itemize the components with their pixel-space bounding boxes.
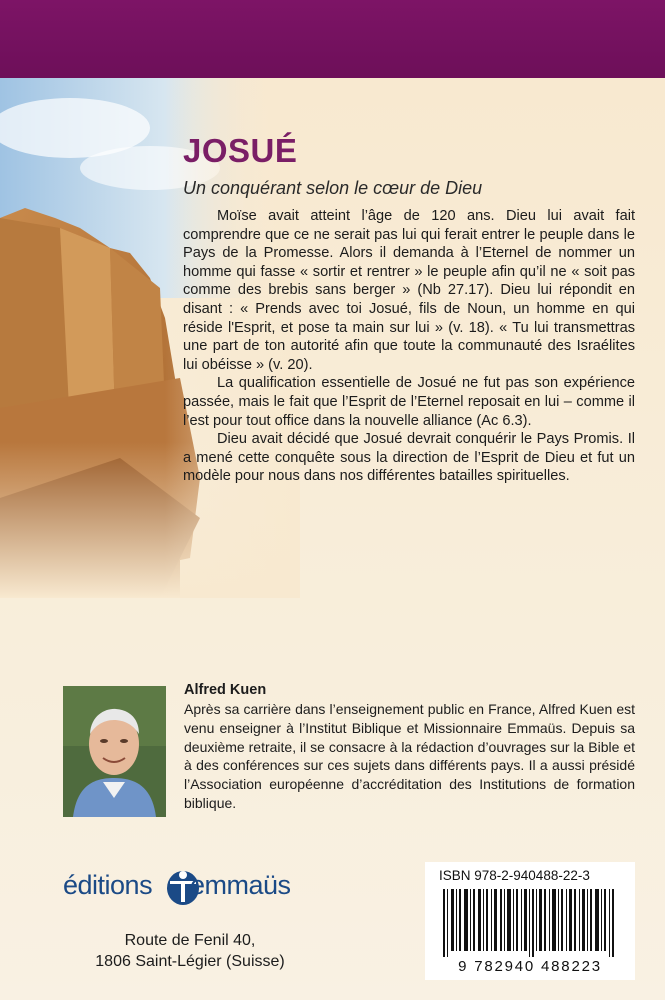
barcode-icon	[443, 889, 618, 957]
publisher-address	[80, 930, 300, 972]
address-line: 1806 Saint-Légier (Suisse)	[95, 953, 285, 970]
author-name: Alfred Kuen	[184, 682, 267, 698]
author-photo	[63, 686, 166, 817]
isbn-label: ISBN 978-2-940488-22-3	[439, 868, 590, 883]
author-bio: Après sa carrière dans l’enseignement public en France, Alfred Kuen est venu enseigner à l’Institut Biblique et Missionnaire Emmaüs. Depuis sa deuxième retraite, il se consacre à la rédaction d’ouvrages sur la Bible et à des conférences sur ces sujets dans différents pays. Il a aussi présidé l’Association européenne d’accréditation des Institutions de formation biblique.	[184, 701, 635, 811]
publisher-logo	[63, 862, 303, 912]
logo-text-emmaus: emmaüs	[190, 870, 291, 900]
barcode-panel	[425, 862, 635, 980]
back-cover-text	[183, 207, 635, 486]
paragraph: La qualification essentielle de Josué ne fut pas son expérience passée, mais le fait que l’Esprit de l’Eternel reposait en lui – comme il l’est pour tout office dans la nouvelle alliance (Ac 6.3).	[183, 375, 635, 429]
book-subtitle: Un conquérant selon le cœur de Dieu	[183, 178, 483, 198]
logo-text-editions: éditions	[63, 870, 153, 900]
top-band	[0, 0, 665, 78]
paragraph: Dieu avait décidé que Josué devrait conquérir le Pays Promis. Il a mené cette conquête sous la direction de l’Esprit de Dieu et fut un modèle pour nous dans nos différentes batailles spirituelles.	[183, 431, 635, 485]
paragraph: Moïse avait atteint l’âge de 120 ans. Dieu lui avait fait comprendre que ce ne serait pas lui qui ferait entrer le peuple dans le Pays de la Promesse. Alors il demanda à l’Eternel de nommer un homme qui fasse « sortir et rentrer » le peuple afin qu’il ne « soit pas comme des brebis sans berger » (Nb 27.17). Dieu lui répondit en disant : « Prends avec toi Josué, fils de Noun, un homme en qui réside l'Esprit, et pose ta main sur lui » (v. 18). « Tu lui transmettras une part de ton autorité afin que toute la communauté des Israélites lui obéisse » (v. 20).	[183, 208, 635, 373]
address-line: Route de Fenil 40,	[124, 932, 256, 949]
barcode-digits: 9 782940 488223	[458, 958, 602, 975]
book-title: JOSUÉ	[183, 132, 298, 169]
